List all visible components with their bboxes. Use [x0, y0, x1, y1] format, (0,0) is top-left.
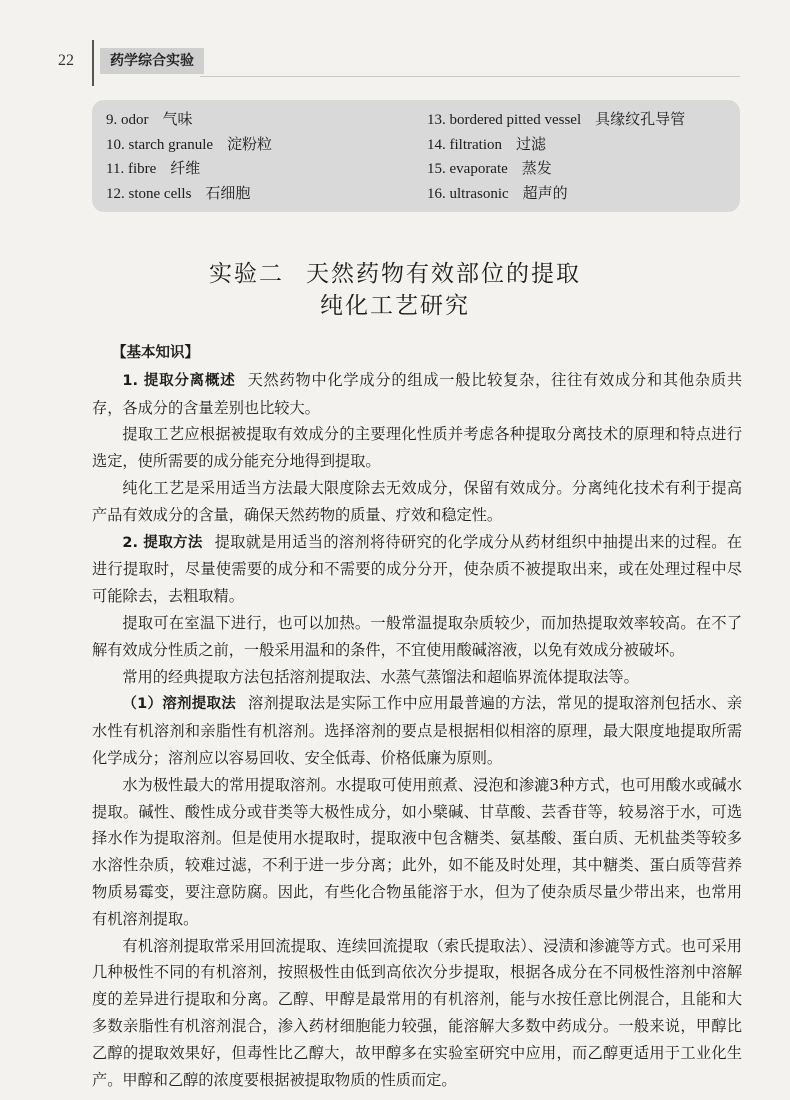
- page-number: 22: [58, 52, 74, 69]
- paragraph: 提取工艺应根据被提取有效成分的主要理化性质并考虑各种提取分离技术的原理和特点进行选定，使所需要的成分能充分地得到提取。: [92, 425, 742, 471]
- page-header: [0, 40, 790, 80]
- header-rule: [200, 76, 740, 77]
- vocab-item: 13. bordered pitted vessel 具缘纹孔导管: [427, 110, 686, 128]
- paragraph: 有机溶剂提取常采用回流提取、连续回流提取（索氏提取法）、浸渍和渗漉等方式。也可采用几种极性不同的有机溶剂，按照极性由低到高依次分步提取，根据各成分在不同极性溶剂中溶解度的差异进行提取和分离。乙醇、甲醇是最常用的有机溶剂，能与水按任意比例混合，且能和大多数亲脂性有机溶剂混合，渗入药材细胞能力较强，能溶解大多数中药成分。一般来说，甲醇比乙醇的提取效果好，但毒性比乙醇大，故甲醇多在实验室研究中应用，而乙醇更适用于工业化生产。甲醇和乙醇的浓度要根据被提取物质的性质而定。: [92, 936, 742, 1089]
- vocab-item: 9. odor 气味: [106, 110, 193, 128]
- header-divider: [92, 40, 94, 86]
- vocab-item: 11. fibre 纤维: [106, 159, 201, 177]
- vocab-item: 16. ultrasonic 超声的: [427, 183, 568, 202]
- paragraph: 常用的经典提取方法包括溶剂提取法、水蒸气蒸馏法和超临界流体提取法等。: [122, 667, 639, 686]
- experiment-number: 实验二: [209, 261, 284, 287]
- experiment-title: 天然药物有效部位的提取: [306, 261, 581, 287]
- vocabulary-box: [92, 100, 740, 212]
- paragraph: 提取可在室温下进行，也可以加热。一般常温提取杂质较少，而加热提取效率较高。在不了解有效成分性质之前，一般采用温和的条件，不宜使用酸碱溶液，以免有效成分被破坏。: [92, 613, 742, 659]
- subheading: 1. 提取分离概述: [122, 372, 236, 389]
- body-text: [92, 340, 742, 1093]
- vocabulary-left-column: [106, 107, 272, 205]
- paragraph: 水为极性最大的常用提取溶剂。水提取可使用煎煮、浸泡和渗漉3种方式，也可用酸水或碱水提取。碱性、酸性成分或苷类等大极性成分，如小檗碱、甘草酸、芸香苷等，较易溶于水，可选择水作为提取溶剂。但是使用水提取时，提取液中包含糖类、氨基酸、蛋白质、无机盐类等较多水溶性杂质，较难过滤，不利于进一步分离；此外，如不能及时处理，其中糖类、蛋白质等营养物质易霉变，要注意防腐。因此，有些化合物虽能溶于水，但为了使杂质尽量少带出来，也常用有机溶剂提取。: [92, 775, 742, 928]
- subheading: （1）溶剂提取法: [122, 696, 237, 713]
- paragraph: （1）溶剂提取法 溶剂提取法是实际工作中应用最普遍的方法，常见的提取溶剂包括水、亲水性有机溶剂和亲脂性有机溶剂。选择溶剂的要点是根据相似相溶的原理，最大限度地提取所需化学成分；溶剂应以容易回收、安全低毒、价格低廉为原则。: [92, 694, 743, 767]
- vocab-item: 14. filtration 过滤: [427, 134, 547, 153]
- vocabulary-right-column: [427, 107, 685, 205]
- vocab-item: 12. stone cells 石细胞: [106, 183, 251, 202]
- paragraph: 纯化工艺是采用适当方法最大限度除去无效成分，保留有效成分。分离纯化技术有利于提高产品有效成分的含量，确保天然药物的质量、疗效和稳定性。: [92, 478, 742, 524]
- chapter-title-line1: [0, 255, 790, 288]
- paragraph: 1. 提取分离概述 天然药物中化学成分的组成一般比较复杂，往往有效成分和其他杂质共存，各成分的含量差别也比较大。: [92, 370, 743, 417]
- chapter-title-line2: 纯化工艺研究: [320, 293, 470, 319]
- running-title: 药学综合实验: [100, 48, 204, 74]
- vocab-item: 10. starch granule 淀粉粒: [106, 134, 273, 153]
- subheading: 2. 提取方法: [122, 534, 203, 551]
- section-heading: 【基本知识】: [112, 345, 199, 361]
- paragraph: 2. 提取方法 提取就是用适当的溶剂将待研究的化学成分从药材组织中抽提出来的过程。在进行提取时，尽量使需要的成分和不需要的成分分开，使杂质不被提取出来，或在处理过程中尽可能除去，去粗取精。: [92, 532, 743, 606]
- vocab-item: 15. evaporate 蒸发: [427, 159, 552, 177]
